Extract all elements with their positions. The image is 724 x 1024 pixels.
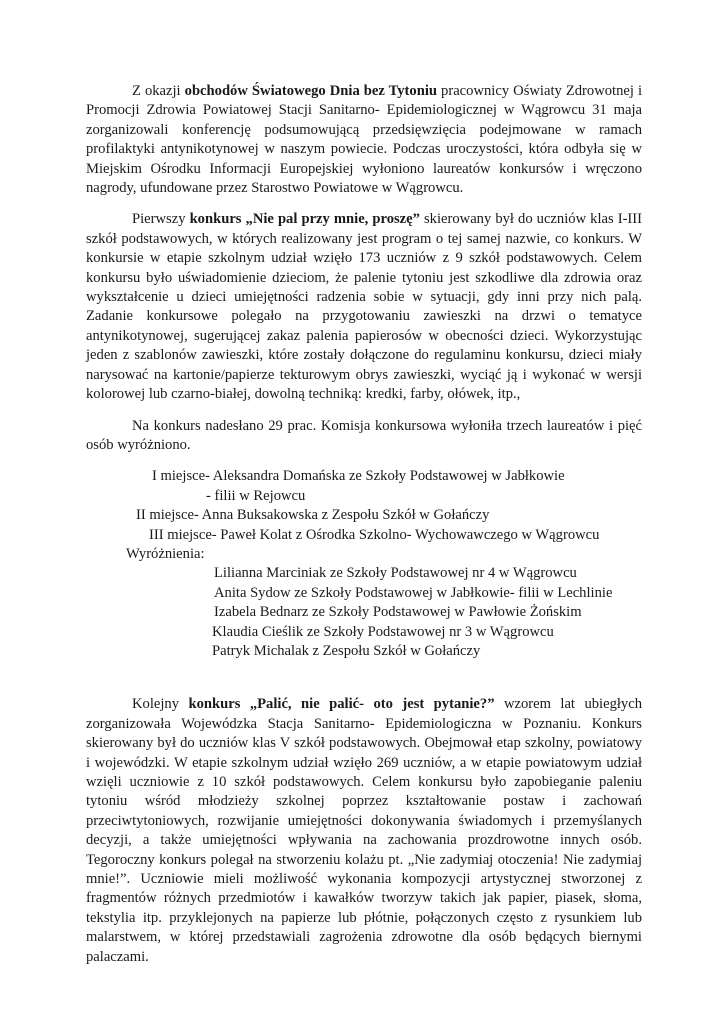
distinctions-header: Wyróżnienia: [126,545,205,562]
document-page [86,82,642,967]
paragraph-intro [86,82,642,198]
paragraph-intro-text-2: pracownicy Oświaty Zdrowotnej i Promocji Zdrowia Powiatowej Stacji Sanitarno- Epidemiologicznej w Wągrowcu 31 maja zorganizowali konferencję podsumowującą przedsięwzięcia podejmowane w ramach profilaktyki antynikotynowej w naszym powiecie. Podczas uroczystości, która odbyła się w Miejskim Ośrodku Informacji Europejskiej wyłoniono laureatów konkursów i wręczono nagrody, ufundowane przez Starostwo Powiatowe w Wągrowcu. [86,83,642,197]
paragraph-intro-bold: obchodów Światowego Dnia bez Tytoniu [184,83,438,99]
distinction-1: Lilianna Marciniak ze Szkoły Podstawowej nr 4 w Wągrowcu [214,565,577,582]
paragraph-contest-2-bold: konkurs „Palić, nie palić- oto jest pytanie?” [188,696,495,713]
paragraph-contest-1-bold: konkurs „Nie pal przy mnie, proszę” [189,211,420,228]
paragraph-contest-2-text-1: Kolejny [132,696,189,713]
paragraph-results [86,417,642,456]
paragraph-contest-1-text-2: skierowany był do uczniów klas I-III szkół podstawowych, w których realizowany jest program o tej samej nazwie, co konkurs. W konkursie w etapie szkolnym udział wzięło 173 uczniów z 9 szkół podstawowych. Celem konkursu było uświadomienie dzieciom, że palenie tytoniu jest szkodliwe dla zdrowia oraz wykształcenie u dzieci umiejętności radzenia sobie w sytuacji, gdy inni przy nich palą. Zadanie konkursowe polegało na przygotowaniu zawieszki na drzwi o tematyce antynikotynowej, sugerującej zakaz palenia papierosów w obecności dzieci. Wykorzystując jeden z szablonów zawieszki, które zostały dołączone do regulaminu konkursu, dzieci miały narysować na kartonie/papierze tekturowym obrys zawieszki, wyciąć ją i wykonać w wersji kolorowej lub czarno-białej, dowolną techniką: kredki, farby, ołówek, itp., [86,211,643,403]
distinction-5: Patryk Michalak z Zespołu Szkół w Gołańczy [212,642,481,659]
distinction-4: Klaudia Cieślik ze Szkoły Podstawowej nr 3 w Wągrowcu [212,623,554,640]
laureates-list [86,467,642,661]
distinction-2: Anita Sydow ze Szkoły Podstawowej w Jabłkowie- filii w Lechlinie [214,584,613,601]
paragraph-intro-text-1: Z okazji [132,83,185,99]
laureate-1st-continued: - filii w Rejowcu [206,487,306,504]
paragraph-contest-2-text-2: wzorem lat ubiegłych zorganizowała Wojewódzka Stacja Sanitarno- Epidemiologiczna w Poznaniu. Konkurs skierowany był do uczniów klas V szkół podstawowych. Obejmował etap szkolny, powiatowy i wojewódzki. W etapie szkolnym udział wzięło 269 uczniów, a w etapie powiatowym udział wzięli uczniowie z 10 szkół podstawowych. Celem konkursu było zapobieganie paleniu tytoniu wśród młodzieży szkolnej poprzez kształtowanie postaw i zachowań przeciwtytoniowych, rozwijanie umiejętności dokonywania świadomych i przemyślanych decyzji, a także umiejętności wpływania na zachowania prozdrowotne innych osób. Tegoroczny konkurs polegał na stworzeniu kolażu pt. „Nie zadymiaj otoczenia! Nie zadymiaj mnie!”. Uczniowie mieli możliwość wykonania kompozycji artystycznej stworzonej z fragmentów różnych przedmiotów i kawałków tworzyw takich jak papier, piasek, słoma, tekstylia itp. przyklejonych na papierze lub płótnie, połączonych często z rysunkiem lub malarstwem, w której przedstawiali zagrożenia zdrowotne dla osób będących biernymi palaczami. [86,696,642,965]
paragraph-results-text: Na konkurs nadesłano 29 prac. Komisja konkursowa wyłoniła trzech laureatów i pięć osób wyróżniono. [86,417,642,453]
distinction-3: Izabela Bednarz ze Szkoły Podstawowej w Pawłowie Żońskim [214,604,582,621]
paragraph-contest-1-text-1: Pierwszy [132,211,190,228]
laureate-3rd: III miejsce- Paweł Kolat z Ośrodka Szkolno- Wychowawczego w Wągrowcu [149,526,600,543]
paragraph-contest-2 [86,695,642,967]
laureate-1st: I miejsce- Aleksandra Domańska ze Szkoły Podstawowej w Jabłkowie [152,468,565,485]
paragraph-contest-1 [86,210,642,404]
laureate-2nd: II miejsce- Anna Buksakowska z Zespołu Szkół w Gołańczy [136,507,490,524]
